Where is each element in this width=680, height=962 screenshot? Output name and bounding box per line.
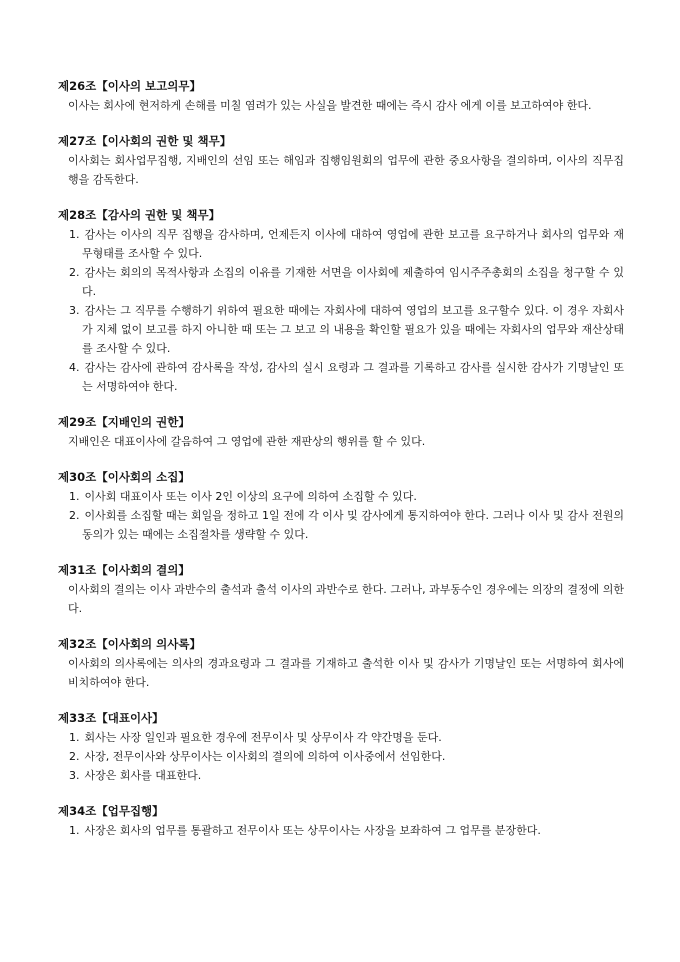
item-text: 이사회를 소집할 때는 회일을 정하고 1일 전에 각 이사 및 감사에게 통지하여야 한다. 그러나 이사 및 감사 전원의 동의가 있는 때에는 소집절차를 생략할 수 있다. <box>82 509 624 541</box>
article-33 <box>58 710 624 785</box>
item-number: 1. <box>69 490 80 503</box>
numbered-list <box>58 728 624 785</box>
item-text: 감사는 그 직무를 수행하기 위하여 필요한 때에는 자회사에 대하여 영업의 보고를 요구할수 있다. 이 경우 자회사가 지체 없이 보고를 하지 아니한 때 또는 그 보고 의 내용을 확인할 필요가 있을 때에는 자회사의 업무와 재산상태를 조사할 수 있다. <box>82 304 624 355</box>
article-heading: 제26조【이사의 보고의무】 <box>58 79 201 93</box>
article-paragraph: 이사회의 의사록에는 의사의 경과요령과 그 결과를 기재하고 출석한 이사 및 감사가 기명날인 또는 서명하여 회사에 비치하여야 한다. <box>68 657 624 689</box>
item-number: 1. <box>69 228 80 241</box>
article-paragraph: 이사회는 회사업무집행, 지배인의 선임 또는 해임과 집행임원회의 업무에 관한 중요사항을 결의하며, 이사의 직무집행을 감독한다. <box>68 154 624 186</box>
list-item <box>58 766 624 785</box>
item-number: 1. <box>69 731 80 744</box>
article-31 <box>58 562 624 618</box>
item-number: 4. <box>69 361 80 374</box>
article-heading: 제30조【이사회의 소집】 <box>58 470 190 484</box>
list-item <box>58 747 624 766</box>
article-paragraph: 이사는 회사에 현저하게 손해를 미칠 염려가 있는 사실을 발견한 때에는 즉시 감사 에게 이를 보고하여야 한다. <box>68 99 592 112</box>
list-item <box>58 728 624 747</box>
article-27 <box>58 133 624 189</box>
list-item <box>58 487 624 506</box>
item-text: 감사는 회의의 목적사항과 소집의 이유를 기재한 서면을 이사회에 제출하여 임시주주총회의 소집을 청구할 수 있다. <box>82 266 624 298</box>
item-number: 1. <box>69 824 80 837</box>
article-heading: 제27조【이사회의 권한 및 책무】 <box>58 134 232 148</box>
item-number: 2. <box>69 266 80 279</box>
article-34 <box>58 803 624 840</box>
article-28 <box>58 207 624 396</box>
article-26 <box>58 78 624 115</box>
article-30 <box>58 469 624 544</box>
list-item <box>58 358 624 396</box>
article-heading: 제29조【지배인의 권한】 <box>58 415 190 429</box>
numbered-list <box>58 225 624 396</box>
item-number: 3. <box>69 769 80 782</box>
article-heading: 제31조【이사회의 결의】 <box>58 563 190 577</box>
article-paragraph: 지배인은 대표이사에 갈음하여 그 영업에 관한 재판상의 행위를 할 수 있다. <box>68 435 426 448</box>
numbered-list <box>58 487 624 544</box>
item-text: 감사는 이사의 직무 집행을 감사하며, 언제든지 이사에 대하여 영업에 관한 보고를 요구하거나 회사의 업무와 재무형태를 조사할 수 있다. <box>82 228 624 260</box>
list-item <box>58 225 624 263</box>
list-item <box>58 263 624 301</box>
article-paragraph: 이사회의 결의는 이사 과반수의 출석과 출석 이사의 과반수로 한다. 그러나, 과부동수인 경우에는 의장의 결정에 의한다. <box>68 583 624 615</box>
item-text: 이사회 대표이사 또는 이사 2인 이상의 요구에 의하여 소집할 수 있다. <box>84 490 417 503</box>
article-heading: 제34조【업무집행】 <box>58 804 164 818</box>
item-text: 사장은 회사를 대표한다. <box>84 769 202 782</box>
list-item <box>58 821 624 840</box>
item-text: 감사는 감사에 관하여 감사록을 작성, 감사의 실시 요령과 그 결과를 기록하고 감사를 실시한 감사가 기명날인 또는 서명하여야 한다. <box>82 361 624 393</box>
list-item <box>58 301 624 358</box>
item-text: 사장, 전무이사와 상무이사는 이사회의 결의에 의하여 이사중에서 선임한다. <box>84 750 446 763</box>
article-heading: 제28조【감사의 권한 및 책무】 <box>58 208 221 222</box>
document-body <box>58 78 624 858</box>
article-heading: 제32조【이사회의 의사록】 <box>58 637 201 651</box>
article-32 <box>58 636 624 692</box>
numbered-list <box>58 821 624 840</box>
item-text: 사장은 회사의 업무를 통괄하고 전무이사 또는 상무이사는 사장을 보좌하여 그 업무를 분장한다. <box>84 824 541 837</box>
list-item <box>58 506 624 544</box>
item-number: 2. <box>69 750 80 763</box>
article-heading: 제33조【대표이사】 <box>58 711 164 725</box>
item-number: 2. <box>69 509 80 522</box>
article-29 <box>58 414 624 451</box>
item-text: 회사는 사장 일인과 필요한 경우에 전무이사 및 상무이사 각 약간명을 둔다. <box>84 731 442 744</box>
item-number: 3. <box>69 304 80 317</box>
